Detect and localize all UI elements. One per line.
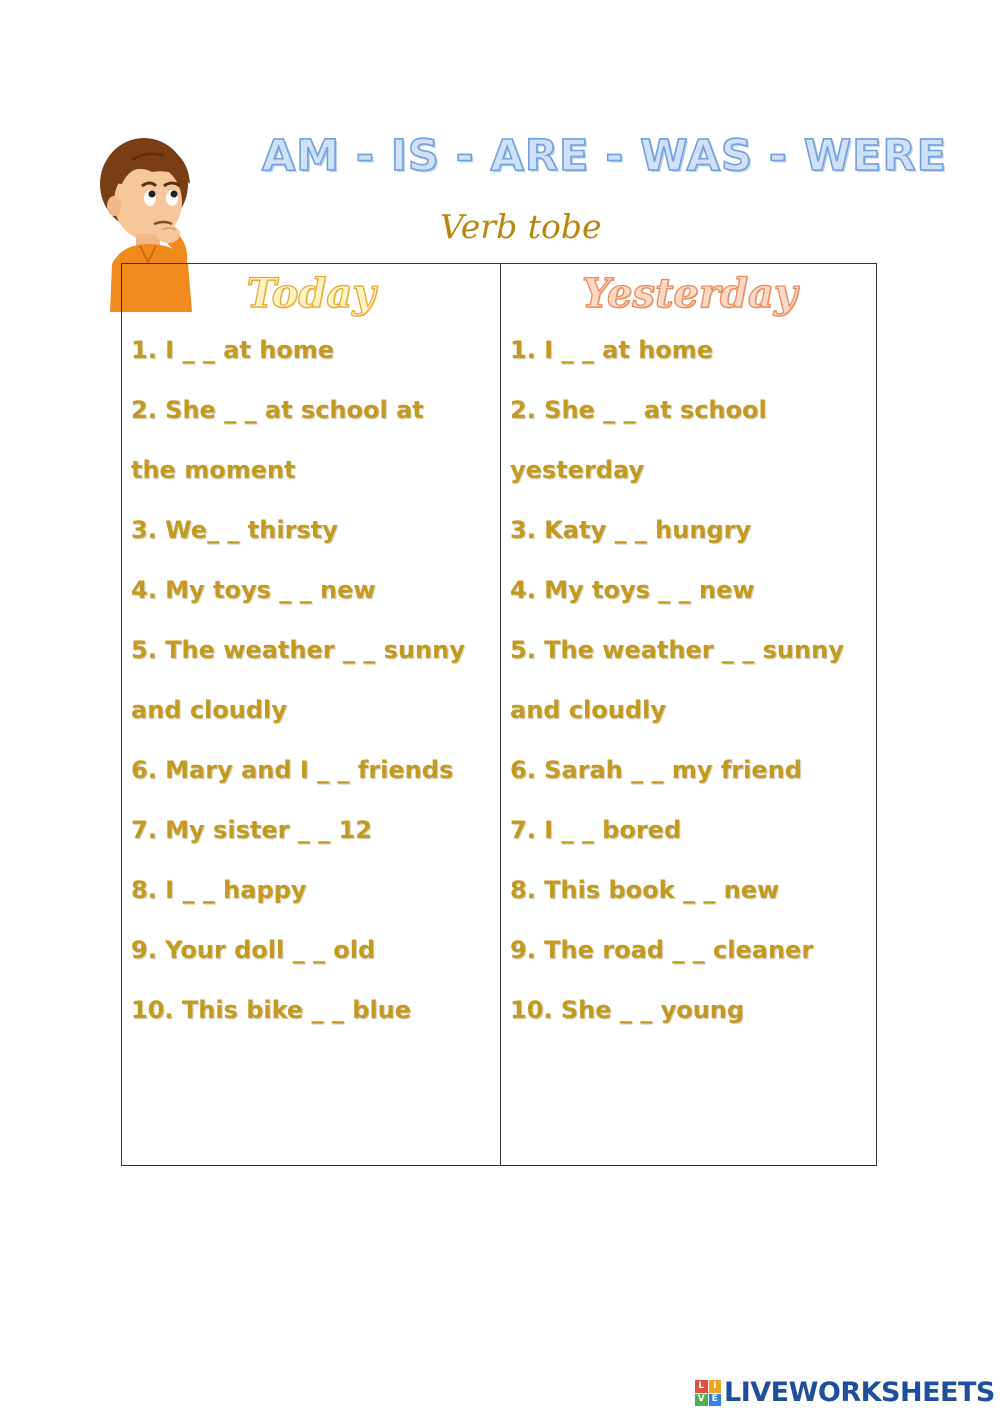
logo-mark-letter: I	[709, 1380, 722, 1393]
today-line: 4. My toys _ _ new	[131, 576, 376, 604]
yesterday-line: 9. The road _ _ cleaner	[510, 936, 814, 964]
yesterday-line: 3. Katy _ _ hungry	[510, 516, 752, 544]
yesterday-line: 7. I _ _ bored	[510, 816, 682, 844]
today-line: 8. I _ _ happy	[131, 876, 307, 904]
today-line: 10. This bike _ _ blue	[131, 996, 412, 1024]
yesterday-line: yesterday	[510, 456, 645, 484]
today-line: 7. My sister _ _ 12	[131, 816, 372, 844]
logo-mark-letter: V	[695, 1394, 708, 1407]
yesterday-line: 10. She _ _ young	[510, 996, 745, 1024]
today-heading: Today	[246, 270, 376, 317]
today-line: 6. Mary and I _ _ friends	[131, 756, 454, 784]
yesterday-line: 5. The weather _ _ sunny	[510, 636, 844, 664]
yesterday-line: 4. My toys _ _ new	[510, 576, 755, 604]
today-line: 3. We_ _ thirsty	[131, 516, 338, 544]
today-line: 9. Your doll _ _ old	[131, 936, 376, 964]
yesterday-line: 1. I _ _ at home	[510, 336, 714, 364]
logo-mark-letter: E	[709, 1394, 722, 1407]
yesterday-heading: Yesterday	[581, 270, 798, 317]
liveworksheets-logo-icon	[695, 1380, 721, 1406]
worksheet-title: AM - IS - ARE - WAS - WERE	[262, 131, 947, 181]
today-list	[131, 320, 496, 1040]
today-line: 1. I _ _ at home	[131, 336, 335, 364]
yesterday-column	[501, 264, 878, 1165]
yesterday-line: 8. This book _ _ new	[510, 876, 780, 904]
yesterday-list	[510, 320, 874, 1040]
today-line: and cloudly	[131, 696, 287, 724]
worksheet-subtitle: Verb tobe	[440, 207, 602, 246]
logo-text: LIVEWORKSHEETS	[724, 1377, 995, 1408]
today-line: 2. She _ _ at school at	[131, 396, 424, 424]
yesterday-line: 2. She _ _ at school	[510, 396, 767, 424]
exercise-table	[121, 263, 877, 1166]
today-line: 5. The weather _ _ sunny	[131, 636, 465, 664]
liveworksheets-logo[interactable]	[695, 1376, 995, 1410]
yesterday-line: 6. Sarah _ _ my friend	[510, 756, 802, 784]
today-column	[122, 264, 500, 1165]
logo-mark-letter: L	[695, 1380, 708, 1393]
yesterday-line: and cloudly	[510, 696, 666, 724]
today-line: the moment	[131, 456, 296, 484]
